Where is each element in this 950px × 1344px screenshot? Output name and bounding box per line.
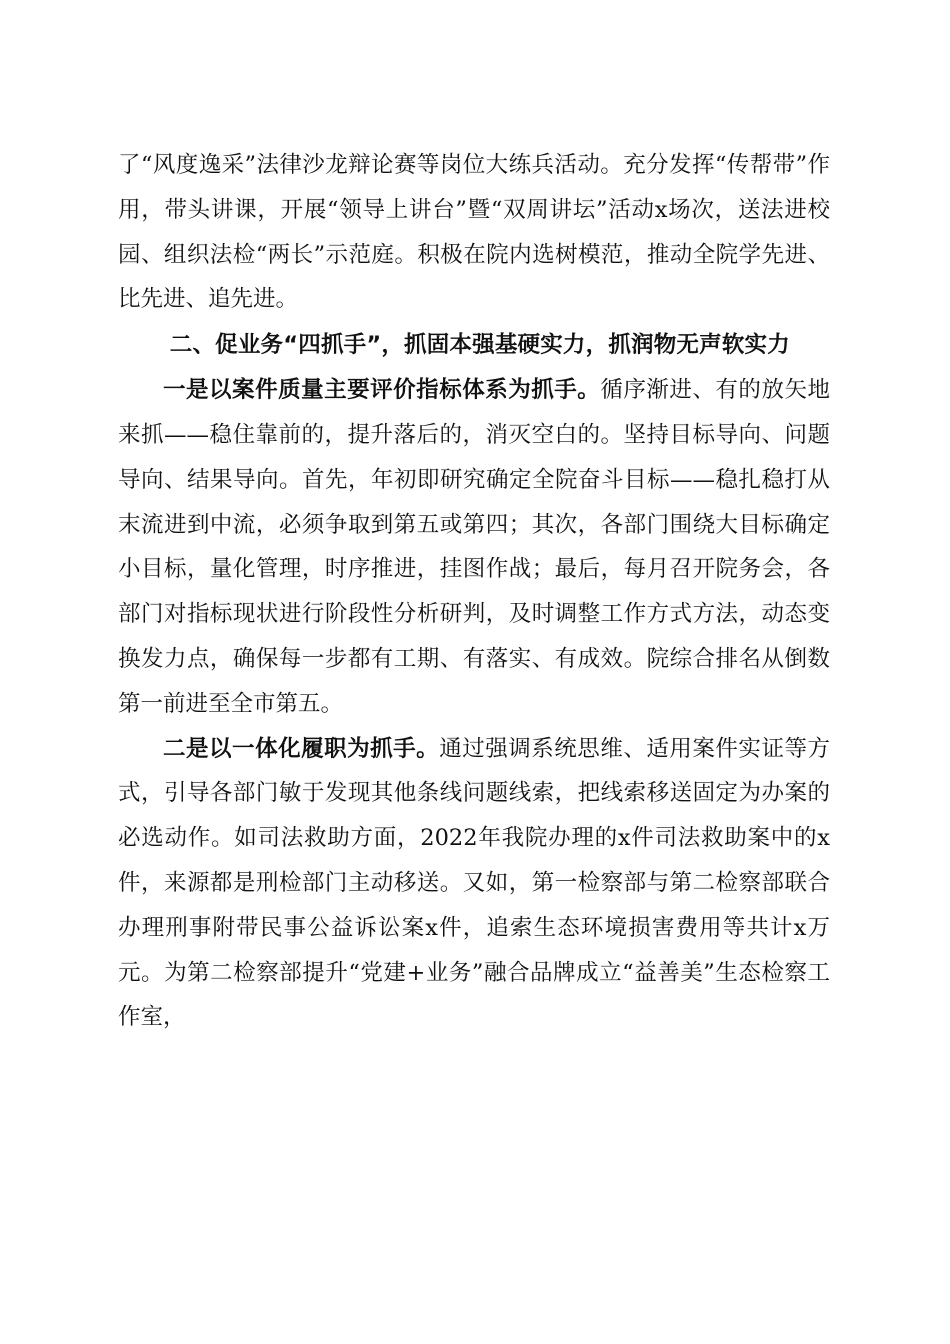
section-heading-2: 二、促业务“四抓手”，抓固本强基硬实力，抓润物无声软实力 — [169, 332, 790, 359]
body-paragraph-3 — [118, 727, 830, 1041]
paragraph-3-body: 通过强调系统思维、适用案件实证等方式，引导各部门敏于发现其他条线问题线索，把线索移送固定为办案的必选动作。如司法救助方面，2022年我院办理的x件司法救助案中的x件，来源都是刑检部门主动移送。又如，第一检察部与第二检察部联合办理刑事附带民事公益诉讼案x件，追索生态环境损害费用等共计x万元。为第二检察部提升“党建+业务”融合品牌成立“益善美”生态检察工作室， — [118, 735, 830, 1031]
body-paragraph-2 — [118, 368, 830, 726]
body-paragraph-1: 了“风度逸采”法律沙龙辩论赛等岗位大练兵活动。充分发挥“传帮带”作用，带头讲课，开展“领导上讲台”暨“双周讲坛”活动x场次，送法进校园、组织法检“两长”示范庭。积极在院内选树模范，推动全院学先进、比先进、追先进。 — [118, 152, 830, 313]
paragraph-2-body: 循序渐进、有的放矢地来抓——稳住靠前的，提升落后的，消灭空白的。坚持目标导向、问题导向、结果导向。首先，年初即研究确定全院奋斗目标——稳扎稳打从末流进到中流，必须争取到第五或第四；其次，各部门围绕大目标确定小目标，量化管理，时序推进，挂图作战；最后，每月召开院务会，各部门对指标现状进行阶段性分析研判，及时调整工作方式方法，动态变换发力点，确保每一步都有工期、有落实、有成效。院综合排名从倒数第一前进至全市第五。 — [118, 377, 830, 717]
document-page — [118, 143, 830, 1040]
paragraph-2-lead: 一是以案件质量主要评价指标体系为抓手。 — [163, 377, 601, 404]
paragraph-3-lead: 二是以一体化履职为抓手。 — [163, 735, 440, 762]
